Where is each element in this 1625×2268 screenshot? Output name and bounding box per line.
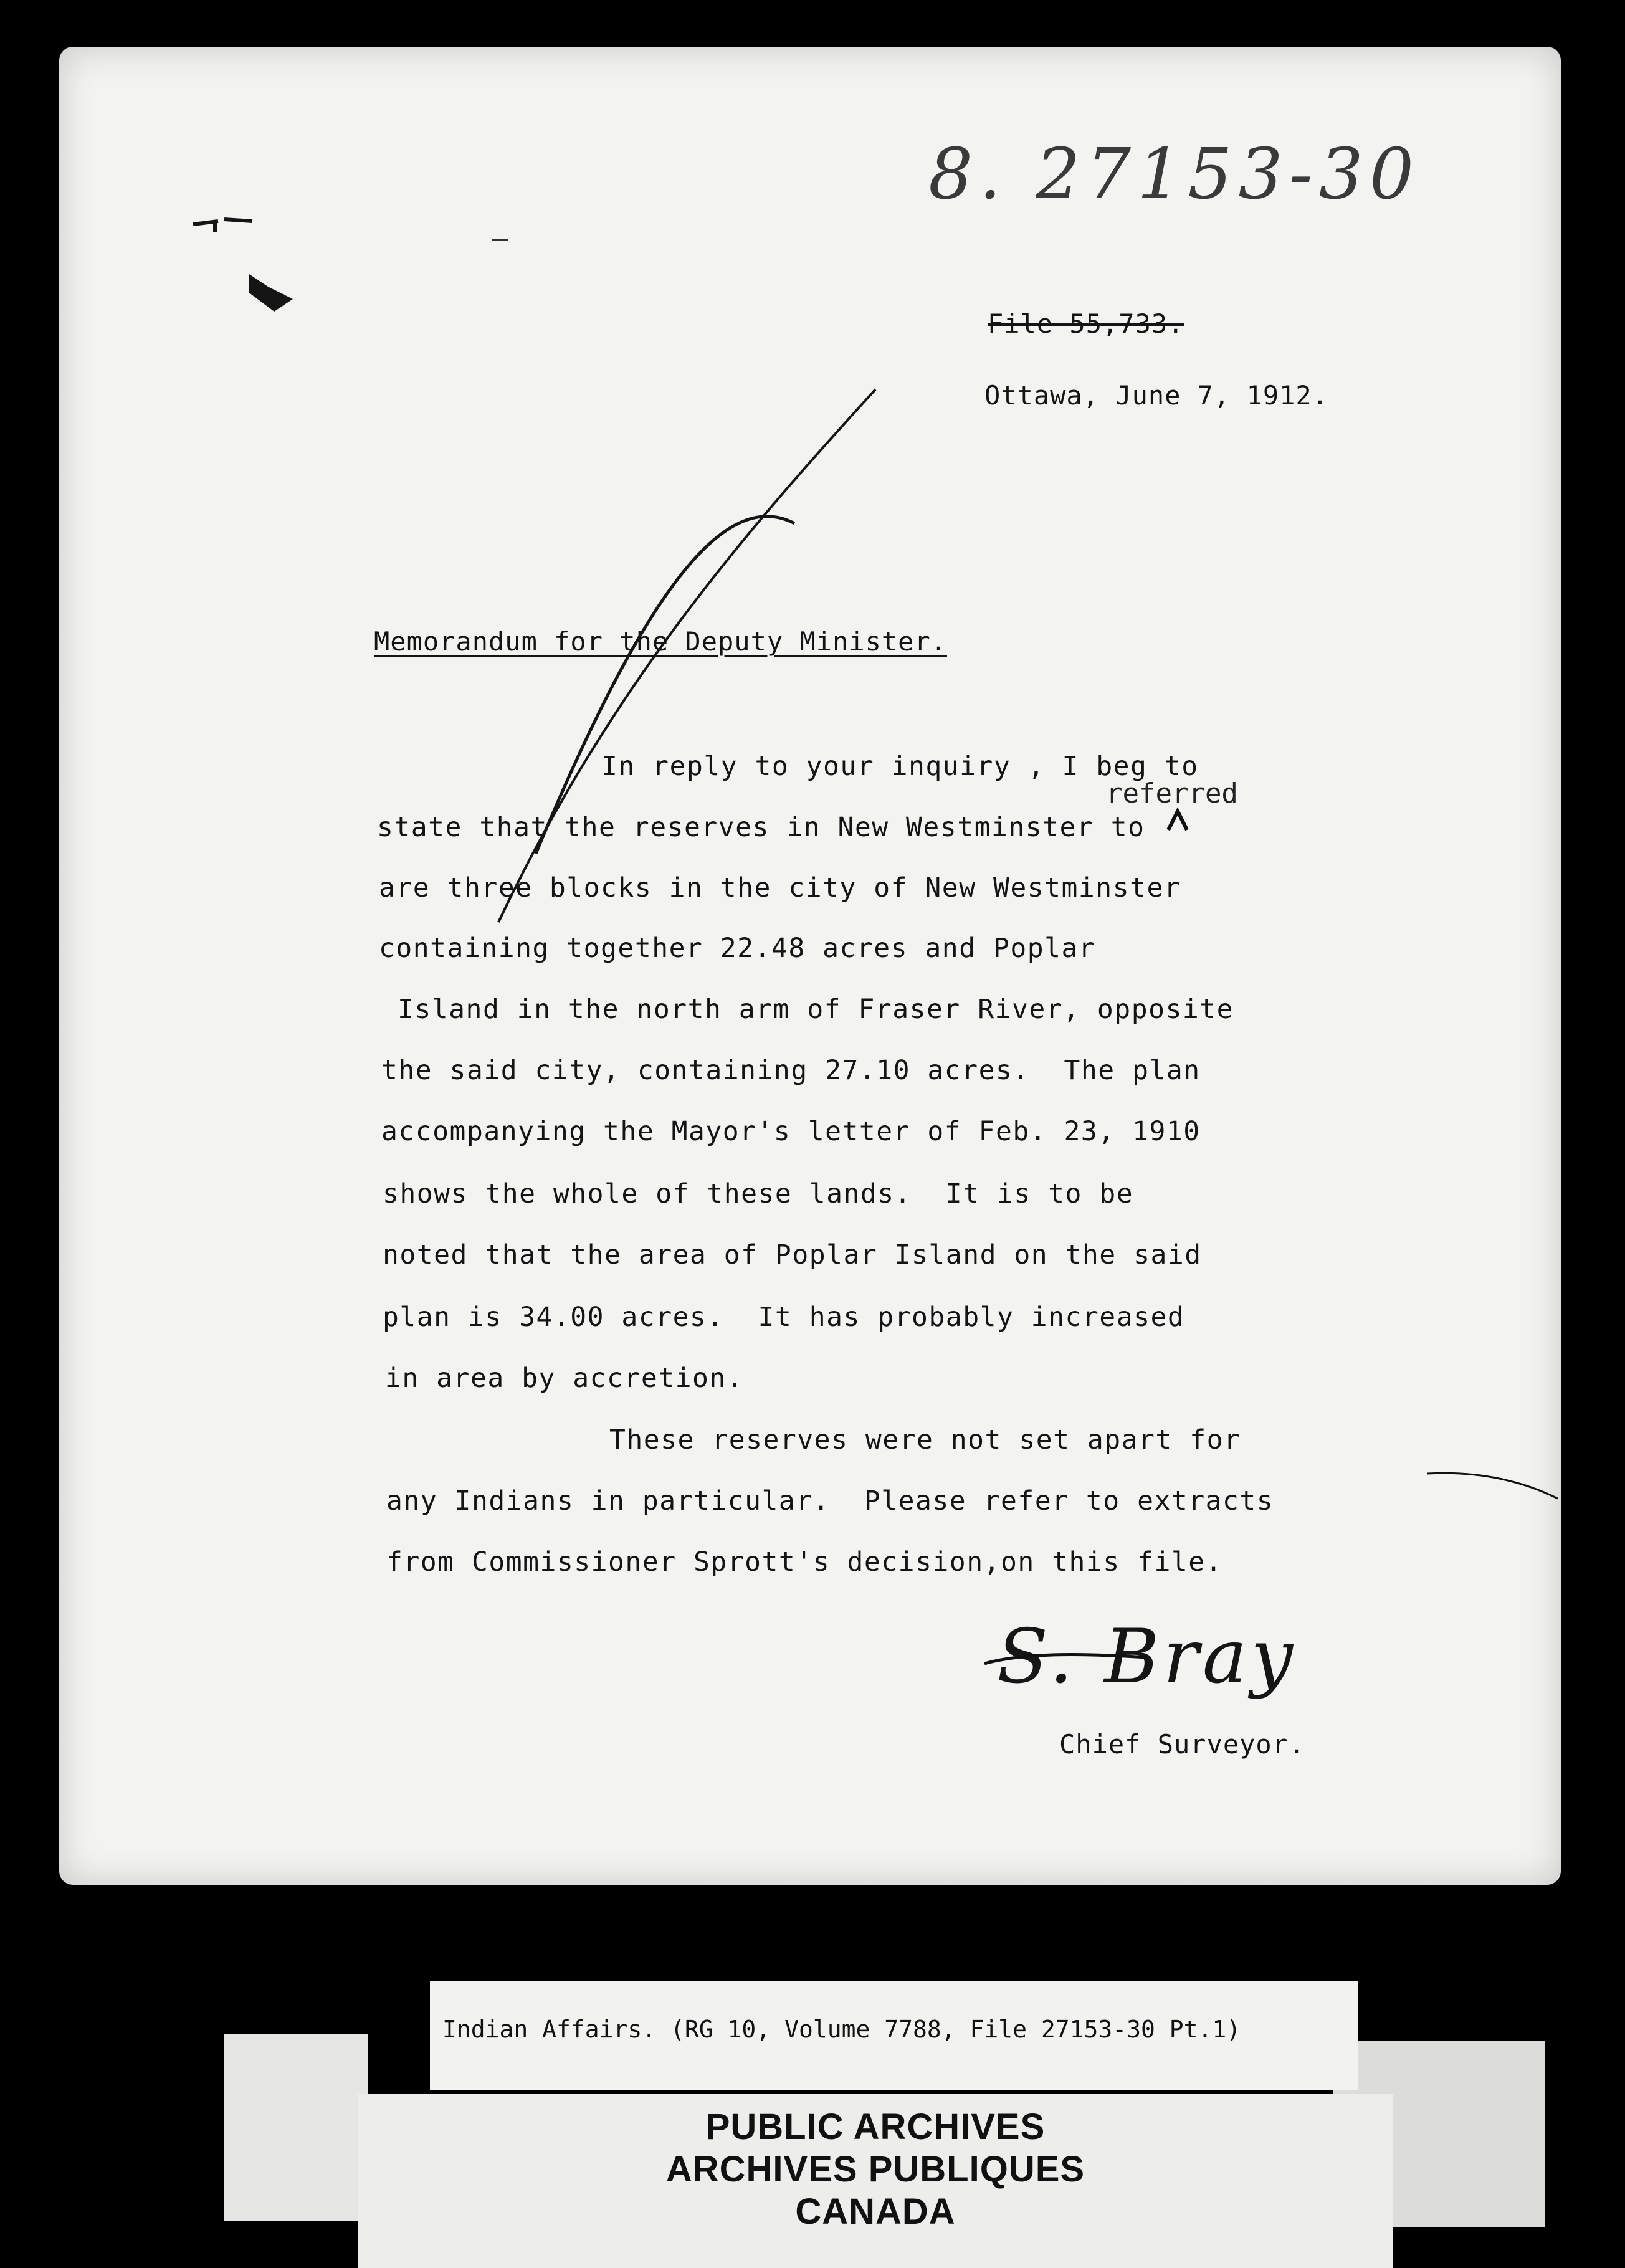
body-line: state that the reserves in New Westminster to — [377, 812, 1145, 843]
file-number: File 55,733. — [988, 308, 1184, 339]
body-line: are three blocks in the city of New Westminster — [379, 872, 1181, 903]
body-line: any Indians in particular. Please refer to extracts — [386, 1485, 1274, 1517]
body-line: shows the whole of these lands. It is to be — [383, 1178, 1134, 1209]
body-line: containing together 22.48 acres and Poplar — [379, 933, 1096, 964]
archive-stamp — [358, 2094, 1393, 2268]
body-line: noted that the area of Poplar Island on the said — [383, 1239, 1202, 1270]
place-date: Ottawa, June 7, 1912. — [984, 380, 1329, 411]
archive-reference-label — [430, 1981, 1358, 2090]
body-line: plan is 34.00 acres. It has probably increased — [383, 1302, 1185, 1333]
body-line: from Commissioner Sprott's decision,on this file. — [386, 1546, 1223, 1578]
body-line: accompanying the Mayor's letter of Feb. 23, 1910 — [381, 1116, 1201, 1147]
archive-reference-text: Indian Affairs. (RG 10, Volume 7788, File 27153-30 Pt.1) — [442, 2016, 1241, 2043]
memo-heading: Memorandum for the Deputy Minister. — [374, 626, 948, 657]
handwritten-reference: 8. 27153-30 — [928, 134, 1421, 215]
body-line: These reserves were not set apart for — [609, 1424, 1241, 1456]
body-line: the said city, containing 27.10 acres. The plan — [381, 1055, 1201, 1086]
stamp-line-1: PUBLIC ARCHIVES — [705, 2107, 1046, 2147]
body-line: Island in the north arm of Fraser River, opposite — [398, 994, 1234, 1025]
stamp-line-3: CANADA — [795, 2191, 956, 2232]
body-line: In reply to your inquiry , I beg to — [601, 751, 1199, 782]
insertion-note: referred — [1106, 778, 1238, 809]
signature: S. Bray — [997, 1614, 1297, 1700]
signatory-title: Chief Surveyor. — [1059, 1729, 1305, 1760]
body-line: in area by accretion. — [385, 1363, 744, 1394]
stamp-line-2: ARCHIVES PUBLIQUES — [665, 2149, 1085, 2189]
folder-tab-left — [224, 2034, 368, 2221]
